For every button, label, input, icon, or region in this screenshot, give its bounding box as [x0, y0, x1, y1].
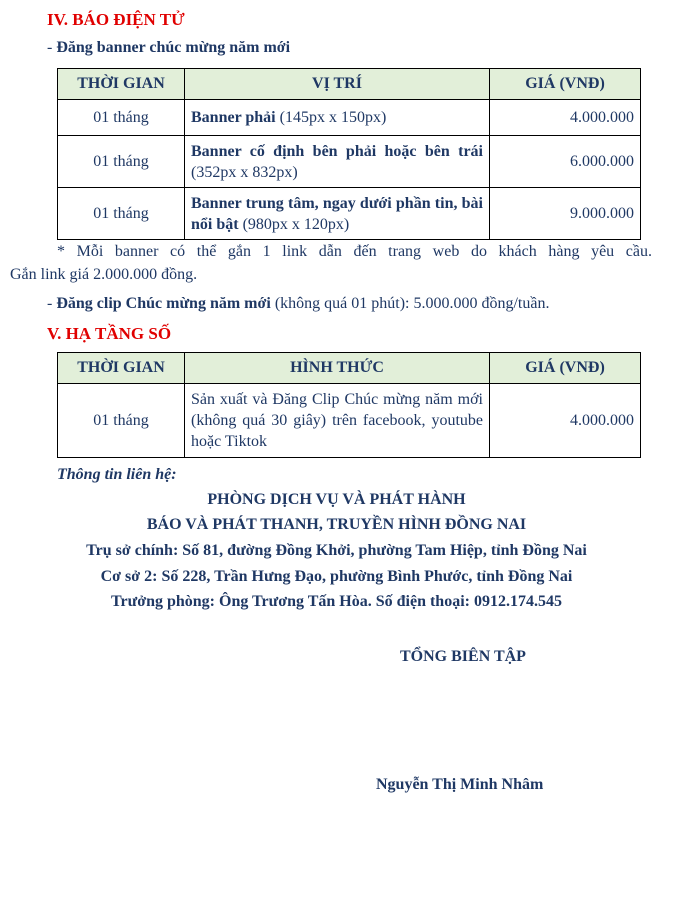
- signature-title: TỔNG BIÊN TẬP: [400, 648, 526, 665]
- position-bold: Banner phải: [191, 109, 276, 126]
- table-row: [58, 136, 641, 188]
- position-size: (980px x 120px): [238, 215, 350, 233]
- signature-name: Nguyễn Thị Minh Nhâm: [376, 776, 544, 793]
- contact-organization: BÁO VÀ PHÁT THANH, TRUYỀN HÌNH ĐỒNG NAI: [146, 516, 527, 533]
- contact-label: Thông tin liên hệ:: [57, 466, 177, 483]
- cell-price: 4.000.000: [490, 384, 641, 458]
- position-size: (352px x 832px): [191, 163, 298, 181]
- cell-position: [185, 188, 490, 240]
- cell-price: 4.000.000: [490, 100, 641, 136]
- cell-time: 01 tháng: [58, 384, 185, 458]
- col-header-time: THỜI GIAN: [58, 69, 185, 100]
- section4-subtitle: [47, 39, 290, 57]
- col-header-position: VỊ TRÍ: [185, 69, 490, 100]
- position-size: (145px x 150px): [275, 109, 387, 126]
- table-row: [58, 188, 641, 240]
- cell-position: [185, 100, 490, 136]
- dash: -: [47, 39, 57, 56]
- digital-price-table: [57, 352, 641, 458]
- table-row: [58, 384, 641, 458]
- col-header-price: GIÁ (VNĐ): [490, 353, 641, 384]
- contact-department: PHÒNG DỊCH VỤ VÀ PHÁT HÀNH: [207, 491, 466, 508]
- cell-time: 01 tháng: [58, 100, 185, 136]
- subtitle-text: Đăng banner chúc mừng năm mới: [56, 39, 291, 56]
- col-header-price: GIÁ (VNĐ): [490, 69, 641, 100]
- position-bold: Banner trung tâm, ngay dưới phần tin, bài nổi bật: [191, 194, 483, 233]
- contact-branch: Cơ sở 2: Số 228, Trần Hưng Đạo, phường Bình Phước, tỉnh Đồng Nai: [100, 568, 573, 585]
- cell-price: 6.000.000: [490, 136, 641, 188]
- banner-note-line1: * Mỗi banner có thể gắn 1 link dẫn đến trang web do khách hàng yêu cầu.: [57, 243, 652, 260]
- cell-price: 9.000.000: [490, 188, 641, 240]
- table-header-row: [58, 69, 641, 100]
- contact-manager: Trưởng phòng: Ông Trương Tấn Hòa. Số điện thoại: 0912.174.545: [111, 593, 562, 610]
- banner-note-line2: Gắn link giá 2.000.000 đồng.: [10, 266, 198, 283]
- table-header-row: [58, 353, 641, 384]
- contact-head-office: Trụ sở chính: Số 81, đường Đồng Khởi, phường Tam Hiệp, tỉnh Đồng Nai: [86, 542, 587, 559]
- col-header-time: THỜI GIAN: [58, 353, 185, 384]
- cell-form: Sản xuất và Đăng Clip Chúc mừng năm mới (không quá 30 giây) trên facebook, youtube hoặc Tiktok: [185, 384, 490, 458]
- dash: -: [47, 295, 57, 312]
- clip-offer: [47, 295, 549, 313]
- col-header-form: HÌNH THỨC: [185, 353, 490, 384]
- banner-price-table: [57, 68, 641, 240]
- section4-title: IV. BÁO ĐIỆN TỬ: [47, 10, 185, 29]
- clip-offer-title: Đăng clip Chúc mừng năm mới: [56, 295, 271, 312]
- cell-position: [185, 136, 490, 188]
- clip-offer-price: (không quá 01 phút): 5.000.000 đồng/tuần.: [270, 295, 550, 312]
- cell-time: 01 tháng: [58, 188, 185, 240]
- position-bold: Banner cố định bên phải hoặc bên trái: [191, 142, 483, 160]
- table-row: [58, 100, 641, 136]
- cell-time: 01 tháng: [58, 136, 185, 188]
- section5-title: V. HẠ TẦNG SỐ: [47, 324, 172, 343]
